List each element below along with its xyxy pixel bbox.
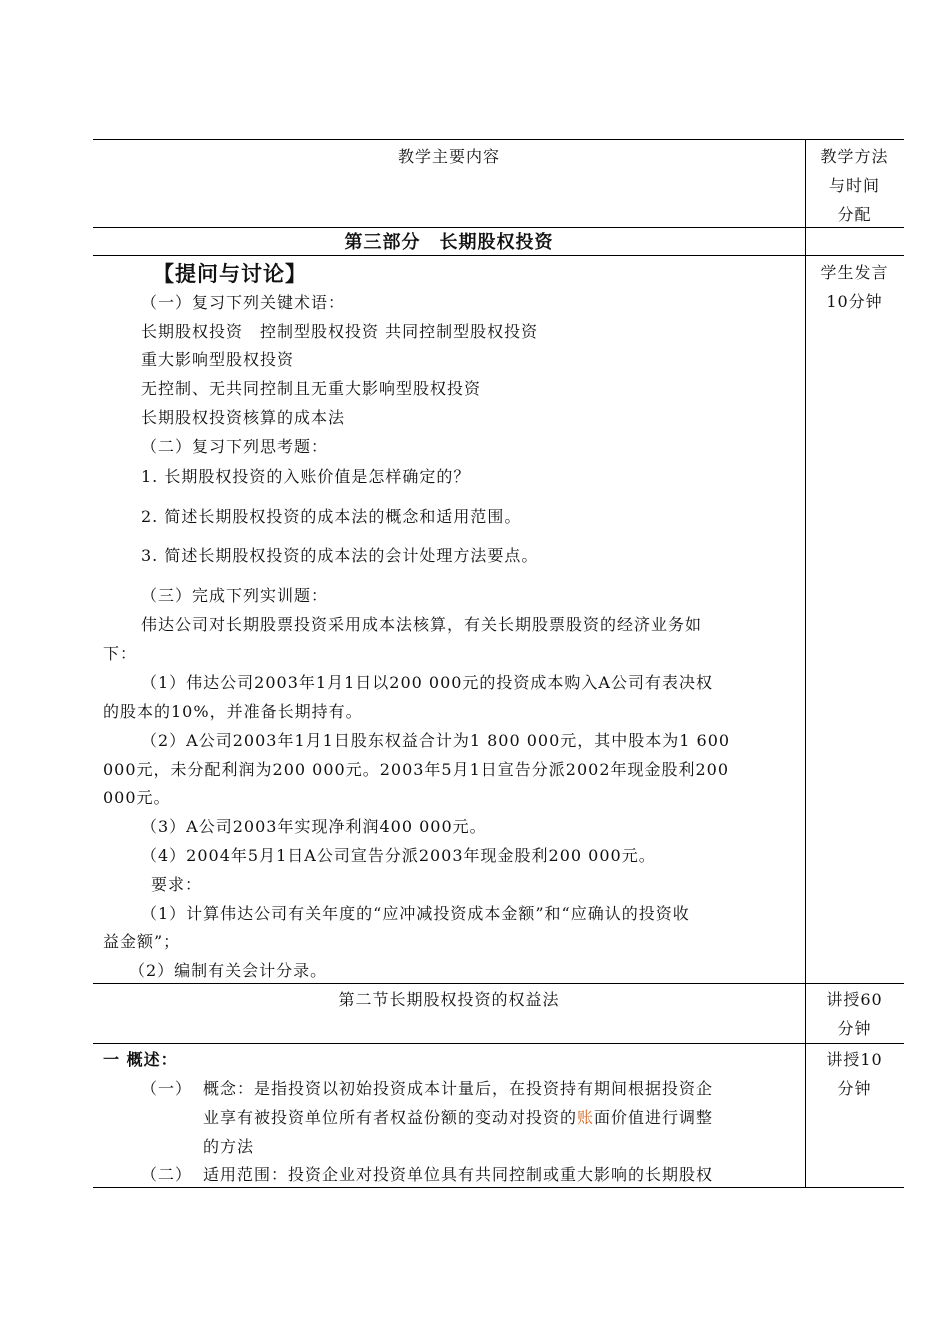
term-line: 长期股权投资核算的成本法 xyxy=(141,408,346,427)
concept-label: （一） xyxy=(141,1079,193,1098)
case-item-2-line3: 000元。 xyxy=(103,788,171,807)
scope-text: 适用范围：投资企业对投资单位具有共同控制或重大影响的长期股权 xyxy=(203,1165,714,1184)
case-item-3: （3）A公司2003年实现净利润400 000元。 xyxy=(141,817,487,836)
question-item: 2. 简述长期股权投资的成本法的概念和适用范围。 xyxy=(141,507,522,526)
case-item-1-line1: （1）伟达公司2003年1月1日以200 000元的投资成本购入A公司有表决权 xyxy=(141,673,713,692)
section-method-line1: 讲授60 xyxy=(826,990,883,1009)
case-item-2-line1: （2）A公司2003年1月1日股东权益合计为1 800 000元，其中股本为1 600 xyxy=(141,731,731,750)
overview-method-line2: 分钟 xyxy=(837,1079,872,1098)
requirement-1-line1: （1）计算伟达公司有关年度的“应冲减投资成本金额”和“应确认的投资收 xyxy=(141,904,690,923)
concept-line2-text: 业享有被投资单位所有者权益份额的变动对投资的 xyxy=(203,1108,578,1127)
review-questions-subheading: （二）复习下列思考题： xyxy=(141,437,329,456)
method-column-header-line2: 与时间 xyxy=(828,176,880,195)
table-bottom-border xyxy=(93,1187,904,1188)
qa-method-line2: 10分钟 xyxy=(826,292,883,311)
section-title: 第二节长期股权投资的权益法 xyxy=(338,990,560,1009)
case-item-4: （4）2004年5月1日A公司宣告分派2003年现金股利200 000元。 xyxy=(141,846,656,865)
case-item-1-line2: 的股本的10%，并准备长期持有。 xyxy=(103,702,363,721)
term-line: 长期股权投资 控制型股权投资 共同控制型股权投资 xyxy=(141,322,539,341)
method-column-header-line1: 教学方法 xyxy=(820,147,889,166)
case-intro-line: 伟达公司对长期股票投资采用成本法核算，有关长期股票股资的经济业务如 xyxy=(141,615,703,634)
review-terms-subheading: （一）复习下列关键术语： xyxy=(141,293,346,312)
qa-row-border xyxy=(93,983,904,984)
requirements-label: 要求： xyxy=(151,875,203,894)
part-row-border xyxy=(93,255,904,256)
term-line: 无控制、无共同控制且无重大影响型股权投资 xyxy=(141,379,482,398)
section-method-line2: 分钟 xyxy=(837,1019,872,1038)
requirement-1-line2: 益金额”； xyxy=(103,932,181,951)
overview-heading: 一 概述： xyxy=(103,1050,178,1069)
method-column-header-line3: 分配 xyxy=(837,205,872,224)
concept-line3: 的方法 xyxy=(203,1137,255,1156)
content-column-header: 教学主要内容 xyxy=(397,147,500,166)
section-row-border xyxy=(93,1043,904,1044)
table-top-border xyxy=(93,139,904,140)
question-item: 1. 长期股权投资的入账价值是怎样确定的？ xyxy=(141,467,471,486)
term-line: 重大影响型股权投资 xyxy=(141,350,295,369)
scope-label: （二） xyxy=(141,1165,193,1184)
part-title: 第三部分 长期股权投资 xyxy=(344,232,554,253)
qa-method-line1: 学生发言 xyxy=(820,263,889,282)
exercise-subheading: （三）完成下列实训题： xyxy=(141,586,329,605)
header-row-border xyxy=(93,227,904,228)
discussion-heading: 【提问与讨论】 xyxy=(153,261,307,286)
highlighted-character: 账 xyxy=(577,1108,595,1127)
case-item-2-line2: 000元，未分配利润为200 000元。2003年5月1日宣告分派2002年现金股利200 xyxy=(103,760,730,779)
question-item: 3. 简述长期股权投资的成本法的会计处理方法要点。 xyxy=(141,546,539,565)
concept-line1: 概念：是指投资以初始投资成本计量后，在投资持有期间根据投资企 xyxy=(203,1079,714,1098)
concept-line2-tail: 面价值进行调整 xyxy=(594,1108,714,1127)
concept-line2 xyxy=(203,1108,713,1128)
case-intro-line: 下： xyxy=(103,644,138,663)
overview-method-line1: 讲授10 xyxy=(826,1050,883,1069)
requirement-2: （2）编制有关会计分录。 xyxy=(129,961,328,980)
